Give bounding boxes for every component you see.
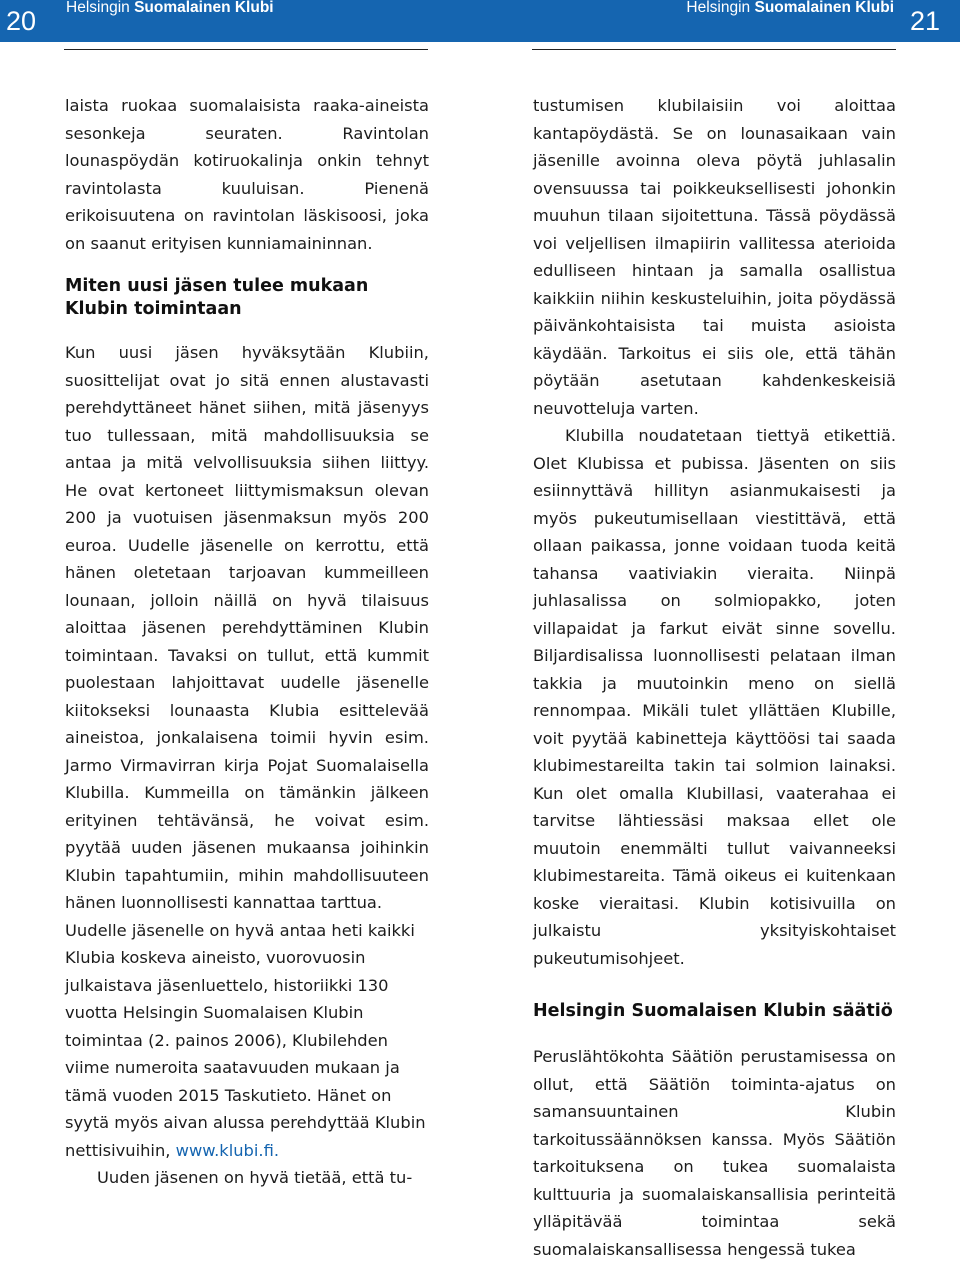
header-rule-right	[532, 49, 896, 50]
header-rule-left	[64, 49, 428, 50]
running-head-right-bold: Suomalainen Klubi	[754, 0, 894, 16]
intro-paragraph: laista ruokaa suomalaisista raaka-aineista sesonkeja seuraten. Ravintolan lounaspöydän kotiruokalinja onkin tehnyt ravintolasta kuuluisan. Pienenä erikoisuutena on ravintolan läskisoosi, joka on saanut erityisen kunniamaininnan.	[65, 96, 429, 253]
left-column	[65, 92, 429, 1192]
continuation-paragraph: Uuden jäsenen on hyvä tietää, että tu-	[97, 1168, 413, 1187]
section-heading-foundation: Helsingin Suomalaisen Klubin säätiö	[533, 1001, 893, 1021]
right-column	[533, 92, 896, 1263]
section-heading-new-member: Miten uusi jäsen tulee mukaan Klubin toimintaan	[65, 276, 369, 319]
materials-paragraph	[65, 917, 429, 1165]
foundation-paragraph: Peruslähtökohta Säätiön perustamisessa on ollut, että Säätiön toiminta-ajatus on samansuuntainen Klubin tarkoitussäännöksen kanssa. Myös Säätiön tarkoituksena on tukea suomalaista kulttuuria ja suomalaiskansallisia perinteitä ylläpitävää toimintaa sekä suomalaiskansallisessa hengessä tukea	[533, 1047, 896, 1259]
running-head-left-bold: Suomalainen Klubi	[134, 0, 274, 16]
running-head-left	[66, 0, 274, 16]
running-head-right	[686, 0, 894, 16]
page-number-right: 21	[909, 6, 940, 36]
header-bar	[0, 0, 960, 42]
etiquette-paragraph: Klubilla noudatetaan tiettyä etikettiä. Olet Klubissa et pubissa. Jäsenten on siis esiinnyttävä hillityn asianmukaisesti ja myös pukeutumisellaan viestittävä, että ollaan paikassa, jonne voidaan tuoda keitä tahansa vaativiakin vieraita. Niinpä juhlasalissa on solmiopakko, joten villapaidat ja farkut eivät sinne sovellu. Biljardisalissa luonnollisesti pelataan ilman takkia ja muutoinkin meno on siellä rennompaa. Mikäli tulet yllättäen Klubille, voit pyytää kabinetteja käyttöösi tai saada klubimestareilta takin tai solmion lainaksi. Kun olet omalla Klubillasi, vaaterahaa ei tarvitse lähtiessäsi maksaa ellet ole muutoin enemmälti tullut vaivanneeksi klubimestareita. Tämä oikeus ei kuitenkaan koske vieraitasi. Klubin kotisivuilla on julkaistu yksityiskohtaiset pukeutumisohjeet.	[533, 426, 896, 968]
kantapoyta-paragraph: tustumisen klubilaisiin voi aloittaa kantapöydästä. Se on lounasaikaan vain jäsenille avoinna oleva pöytä juhlasalin ovensuussa tai poikkeuksellisesti johonkin muuhun tilaan sijoitettuna. Tässä pöydässä voi veljellisen ilmapiirin vallitessa aterioida edulliseen hintaan ja samalla osallistua kaikkiin niihin keskusteluihin, joita pöydässä päivänkohtaisista tai muista asioista käydään. Tarkoitus ei siis ole, että tähän pöytään asetutaan kahdenkeskeisiä neuvotteluja varten.	[533, 96, 896, 418]
new-member-paragraph: Kun uusi jäsen hyväksytään Klubiin, suosittelijat ovat jo sitä ennen alustavasti perehdyttäneet hänet siihen, mitä jäsenyys tuo tullessaan, mitä mahdollisuuksia se antaa ja mitä velvollisuuksia siihen liittyy. He ovat kertoneet liittymismaksun olevan 200 ja vuotuisen jäsenmaksun myös 200 euroa. Uudelle jäsenelle on kerrottu, että hänen oletetaan tarjoavan kummeilleen lounaan, jolloin näillä on hyvä tilaisuus aloittaa jäsenen perehdyttäminen Klubin toimintaan. Tavaksi on tullut, että kummit puolestaan lahjoittavat uudelle jäsenelle kiitokseksi lounaasta Klubia esittelevää aineistoa, jonkalaisena toimii hyvin esim. Jarmo Virmavirran kirja Pojat Suomalaisella Klubilla. Kummeilla on tämänkin jälkeen erityinen tehtävänsä, he voivat esim. pyytää uuden jäsenen mukaansa joihinkin Klubin tapahtumiin, mihin mahdollisuuteen hänen luonnollisesti kannattaa tarttua.	[65, 343, 429, 912]
running-head-right-light: Helsingin	[686, 0, 751, 16]
running-head-left-light: Helsingin	[66, 0, 130, 16]
page-number-left: 20	[6, 6, 37, 36]
klubi-website-link[interactable]: www.klubi.fi.	[175, 1140, 280, 1160]
materials-text: Uudelle jäsenelle on hyvä antaa heti kaikki Klubia koskeva aineisto, vuorovuosin julkaistava jäsenluettelo, historiikki 130 vuotta Helsingin Suomalaisen Klubin toimintaa (2. painos 2006), Klubilehden viime numeroita saatavuuden mukaan ja tämä vuoden 2015 Taskutieto. Hänet on syytä myös aivan alussa perehdyttää Klubin nettisivuihin,	[65, 920, 426, 1160]
